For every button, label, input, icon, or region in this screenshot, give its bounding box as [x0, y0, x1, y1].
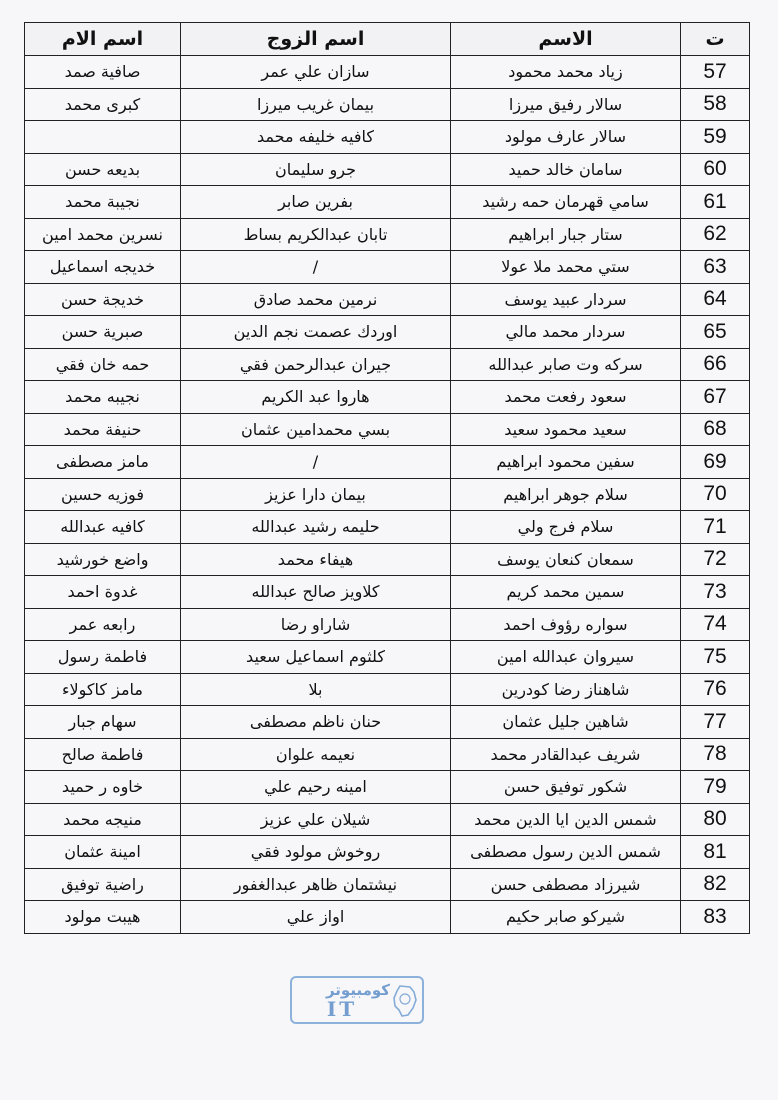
row-number: 82	[681, 868, 750, 901]
row-spouse-name: امينه رحيم علي	[181, 771, 451, 804]
row-mother-name: نجيبه محمد	[25, 381, 181, 414]
row-spouse-name: بيمان دارا عزيز	[181, 478, 451, 511]
row-mother-name: بديعه حسن	[25, 153, 181, 186]
table-row	[25, 543, 750, 576]
row-number: 78	[681, 738, 750, 771]
table-row	[25, 478, 750, 511]
row-mother-name: مامز كاكولاء	[25, 673, 181, 706]
row-number: 60	[681, 153, 750, 186]
row-spouse-name: اواز علي	[181, 901, 451, 934]
row-name: سردار محمد مالي	[451, 316, 681, 349]
row-name: سالار عارف مولود	[451, 121, 681, 154]
row-spouse-name: بلا	[181, 673, 451, 706]
row-spouse-name: حليمه رشيد عبدالله	[181, 511, 451, 544]
table-row	[25, 413, 750, 446]
row-mother-name: راضية توفيق	[25, 868, 181, 901]
table-row	[25, 186, 750, 219]
row-number: 75	[681, 641, 750, 674]
row-mother-name: صبرية حسن	[25, 316, 181, 349]
row-mother-name: خاوه ر حميد	[25, 771, 181, 804]
row-name: شمس الدين رسول مصطفى	[451, 836, 681, 869]
row-name: شيركو صابر حكيم	[451, 901, 681, 934]
table-row	[25, 218, 750, 251]
table-row	[25, 673, 750, 706]
table-row	[25, 738, 750, 771]
row-spouse-name: هيفاء محمد	[181, 543, 451, 576]
table-row	[25, 88, 750, 121]
row-spouse-name: نعيمه علوان	[181, 738, 451, 771]
row-number: 62	[681, 218, 750, 251]
row-number: 61	[681, 186, 750, 219]
row-name: شريف عبدالقادر محمد	[451, 738, 681, 771]
header-name: الاسم	[451, 23, 681, 56]
row-spouse-name: حنان ناظم مصطفى	[181, 706, 451, 739]
row-mother-name: فاطمة رسول	[25, 641, 181, 674]
row-spouse-name: سازان علي عمر	[181, 56, 451, 89]
table-row	[25, 868, 750, 901]
row-name: ستي محمد ملا عولا	[451, 251, 681, 284]
table-row	[25, 153, 750, 186]
row-spouse-name: بسي محمدامين عثمان	[181, 413, 451, 446]
row-name: زياد محمد محمود	[451, 56, 681, 89]
row-spouse-name: كلاويز صالح عبدالله	[181, 576, 451, 609]
table-row	[25, 641, 750, 674]
table-row	[25, 608, 750, 641]
row-mother-name: حنيفة محمد	[25, 413, 181, 446]
row-mother-name: كافيه عبدالله	[25, 511, 181, 544]
row-number: 79	[681, 771, 750, 804]
row-name: سركه وت صابر عبدالله	[451, 348, 681, 381]
row-name: سفين محمود ابراهيم	[451, 446, 681, 479]
header-spouse: اسم الزوج	[181, 23, 451, 56]
row-name: سامان خالد حميد	[451, 153, 681, 186]
row-spouse-name: /	[181, 446, 451, 479]
row-number: 57	[681, 56, 750, 89]
row-name: شاهناز رضا كودرين	[451, 673, 681, 706]
table-row	[25, 836, 750, 869]
row-mother-name: خديجة حسن	[25, 283, 181, 316]
row-name: سردار عبيد يوسف	[451, 283, 681, 316]
row-number: 65	[681, 316, 750, 349]
row-number: 66	[681, 348, 750, 381]
names-table	[24, 22, 750, 934]
row-number: 64	[681, 283, 750, 316]
stamp-line-2: IT	[326, 997, 358, 1021]
row-mother-name: منيجه محمد	[25, 803, 181, 836]
row-mother-name: نجيبة محمد	[25, 186, 181, 219]
computer-it-stamp	[290, 976, 424, 1024]
row-name: سلام جوهر ابراهيم	[451, 478, 681, 511]
row-number: 77	[681, 706, 750, 739]
row-mother-name: نسرين محمد امين	[25, 218, 181, 251]
row-name: سالار رفيق ميرزا	[451, 88, 681, 121]
row-number: 71	[681, 511, 750, 544]
row-number: 72	[681, 543, 750, 576]
row-spouse-name: بفرين صابر	[181, 186, 451, 219]
table-header-row	[25, 23, 750, 56]
table-row	[25, 56, 750, 89]
table-row	[25, 706, 750, 739]
row-number: 69	[681, 446, 750, 479]
row-spouse-name: اوردك عصمت نجم الدين	[181, 316, 451, 349]
row-number: 76	[681, 673, 750, 706]
header-num: ت	[681, 23, 750, 56]
row-number: 67	[681, 381, 750, 414]
row-mother-name: مامز مصطفى	[25, 446, 181, 479]
row-mother-name: فاطمة صالح	[25, 738, 181, 771]
iraq-map-icon	[392, 984, 418, 1018]
row-number: 58	[681, 88, 750, 121]
row-name: سيروان عبدالله امين	[451, 641, 681, 674]
row-name: سواره رؤوف احمد	[451, 608, 681, 641]
table-row	[25, 803, 750, 836]
row-mother-name: فوزيه حسين	[25, 478, 181, 511]
table-row	[25, 381, 750, 414]
table-row	[25, 901, 750, 934]
header-mother: اسم الام	[25, 23, 181, 56]
row-mother-name: واضع خورشيد	[25, 543, 181, 576]
row-name: شمس الدين ايا الدين محمد	[451, 803, 681, 836]
row-name: ستار جبار ابراهيم	[451, 218, 681, 251]
row-name: شيرزاد مصطفى حسن	[451, 868, 681, 901]
row-number: 59	[681, 121, 750, 154]
row-spouse-name: هاروا عبد الكريم	[181, 381, 451, 414]
table-row	[25, 283, 750, 316]
row-spouse-name: كافيه خليفه محمد	[181, 121, 451, 154]
row-mother-name: كبرى محمد	[25, 88, 181, 121]
row-name: سمين محمد كريم	[451, 576, 681, 609]
table-row	[25, 771, 750, 804]
row-spouse-name: تابان عبدالكريم بساط	[181, 218, 451, 251]
row-name: سعود رفعت محمد	[451, 381, 681, 414]
table-row	[25, 446, 750, 479]
row-number: 81	[681, 836, 750, 869]
row-number: 73	[681, 576, 750, 609]
table-row	[25, 576, 750, 609]
row-spouse-name: روخوش مولود فقي	[181, 836, 451, 869]
row-spouse-name: جرو سليمان	[181, 153, 451, 186]
row-spouse-name: جيران عبدالرحمن فقي	[181, 348, 451, 381]
row-spouse-name: نرمين محمد صادق	[181, 283, 451, 316]
row-spouse-name: بيمان غريب ميرزا	[181, 88, 451, 121]
row-name: سلام فرج ولي	[451, 511, 681, 544]
row-number: 83	[681, 901, 750, 934]
row-number: 70	[681, 478, 750, 511]
table-row	[25, 251, 750, 284]
row-number: 63	[681, 251, 750, 284]
row-spouse-name: نيشتمان ظاهر عبدالغفور	[181, 868, 451, 901]
stamp-line-1: كومبيوتر	[325, 981, 390, 999]
row-name: شكور توفيق حسن	[451, 771, 681, 804]
row-spouse-name: /	[181, 251, 451, 284]
row-mother-name: حمه خان فقي	[25, 348, 181, 381]
table-row	[25, 348, 750, 381]
row-mother-name: هيبت مولود	[25, 901, 181, 934]
row-mother-name: خديجه اسماعيل	[25, 251, 181, 284]
table-row	[25, 511, 750, 544]
row-mother-name: غدوة احمد	[25, 576, 181, 609]
table-row	[25, 316, 750, 349]
row-name: سعيد محمود سعيد	[451, 413, 681, 446]
row-number: 68	[681, 413, 750, 446]
row-name: شاهين جليل عثمان	[451, 706, 681, 739]
row-spouse-name: شيلان علي عزيز	[181, 803, 451, 836]
row-mother-name: سهام جبار	[25, 706, 181, 739]
row-mother-name: امينة عثمان	[25, 836, 181, 869]
row-name: سامي قهرمان حمه رشيد	[451, 186, 681, 219]
row-number: 74	[681, 608, 750, 641]
row-mother-name: رابعه عمر	[25, 608, 181, 641]
row-mother-name	[25, 121, 181, 154]
table-row	[25, 121, 750, 154]
table-body	[25, 56, 750, 934]
row-mother-name: صافية صمد	[25, 56, 181, 89]
row-spouse-name: كلثوم اسماعيل سعيد	[181, 641, 451, 674]
row-number: 80	[681, 803, 750, 836]
row-name: سمعان كنعان يوسف	[451, 543, 681, 576]
row-spouse-name: شاراو رضا	[181, 608, 451, 641]
